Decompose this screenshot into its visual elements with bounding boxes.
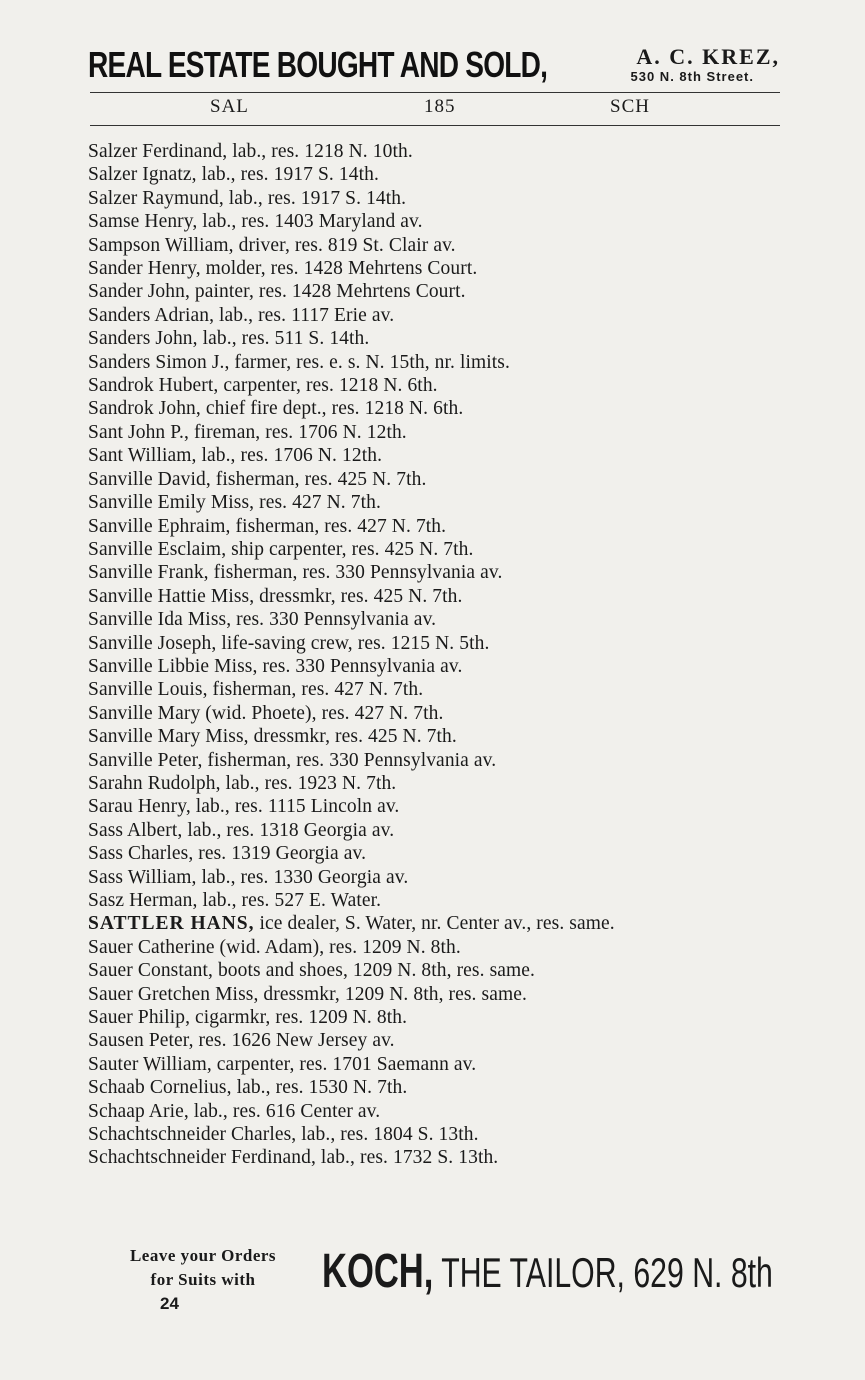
footer-ad-brand: KOCH, (322, 1245, 434, 1298)
header-rule-bottom (90, 125, 780, 126)
list-item: Sampson William, driver, res. 819 St. Clair av. (88, 234, 456, 256)
list-item: Sanville Louis, fisherman, res. 427 N. 7th. (88, 679, 424, 701)
list-item: Sanville Ephraim, fisherman, res. 427 N. 7th. (88, 515, 447, 537)
list-item: Salzer Raymund, lab., res. 1917 S. 14th. (88, 187, 407, 209)
footer-ad-tagline: THE TAILOR, 629 N. 8th (433, 1249, 773, 1296)
list-item: Sass Albert, lab., res. 1318 Georgia av. (88, 819, 395, 841)
list-item: Sarahn Rudolph, lab., res. 1923 N. 7th. (88, 772, 397, 794)
list-item: Sanville Emily Miss, res. 427 N. 7th. (88, 492, 381, 514)
list-item: Sass William, lab., res. 1330 Georgia av. (88, 866, 409, 888)
list-item: Sauer Constant, boots and shoes, 1209 N. 8th, res. same. (88, 960, 536, 982)
list-item: Sanders John, lab., res. 511 S. 14th. (88, 328, 370, 350)
list-item: Schaap Arie, lab., res. 616 Center av. (88, 1100, 381, 1122)
list-item: Salzer Ignatz, lab., res. 1917 S. 14th. (88, 164, 379, 186)
header-advertisement (88, 42, 780, 90)
list-item: Sandrok Hubert, carpenter, res. 1218 N. 6th. (88, 375, 438, 397)
list-item: Sanville David, fisherman, res. 425 N. 7th. (88, 468, 427, 490)
ad-advertiser-name: A. C. KREZ, (636, 44, 780, 69)
list-item: Sanders Adrian, lab., res. 1117 Erie av. (88, 304, 395, 326)
list-item: Salzer Ferdinand, lab., res. 1218 N. 10th. (88, 141, 413, 162)
header-rule-top (90, 92, 780, 93)
list-item: Sanville Hattie Miss, dressmkr, res. 425 N. 7th. (88, 585, 463, 607)
list-item: Schachtschneider Ferdinand, lab., res. 1732 S. 13th. (88, 1147, 499, 1169)
running-head (90, 96, 780, 122)
list-item: Sander Henry, molder, res. 1428 Mehrtens Court. (88, 258, 478, 280)
featured-list-item (88, 912, 804, 935)
list-item: Sant William, lab., res. 1706 N. 12th. (88, 445, 383, 467)
list-item: Samse Henry, lab., res. 1403 Maryland av. (88, 211, 423, 233)
footer-ad-line1: Leave your Orders (129, 1246, 277, 1265)
ad-headline: REAL ESTATE BOUGHT AND SOLD, (88, 44, 548, 85)
list-item: Sanville Frank, fisherman, res. 330 Pennsylvania av. (88, 562, 503, 584)
list-item: Sauer Catherine (wid. Adam), res. 1209 N. 8th. (88, 936, 461, 958)
list-item: Sanville Esclaim, ship carpenter, res. 425 N. 7th. (88, 538, 474, 560)
featured-entry-details: ice dealer, S. Water, nr. Center av., res. same. (254, 913, 615, 935)
footer-ad-prompt (88, 1244, 318, 1292)
running-head-right: SCH (610, 96, 650, 117)
footer-advertisement (88, 1244, 788, 1324)
list-item: Sanville Mary (wid. Phoete), res. 427 N. 7th. (88, 702, 444, 724)
featured-entry-name: SATTLER HANS, (88, 913, 255, 935)
list-item: Sasz Herman, lab., res. 527 E. Water. (88, 890, 382, 911)
ad-address: 530 N. 8th Street. (630, 69, 754, 84)
list-item: Schaab Cornelius, lab., res. 1530 N. 7th. (88, 1077, 408, 1099)
page-number: 24 (160, 1294, 179, 1313)
list-item: Sant John P., fireman, res. 1706 N. 12th. (88, 421, 407, 443)
list-item: Sander John, painter, res. 1428 Mehrtens Court. (88, 281, 466, 303)
footer-ad-line2: for Suits with (150, 1270, 256, 1289)
list-item: Sausen Peter, res. 1626 New Jersey av. (88, 1030, 395, 1052)
running-head-page: 185 (424, 96, 456, 117)
list-item: Sauer Gretchen Miss, dressmkr, 1209 N. 8th, res. same. (88, 983, 527, 1005)
directory-entries (88, 140, 788, 1170)
list-item: Sanville Ida Miss, res. 330 Pennsylvania av. (88, 609, 437, 631)
running-head-left: SAL (210, 96, 249, 117)
list-item: Sauer Philip, cigarmkr, res. 1209 N. 8th. (88, 1007, 408, 1029)
list-item: Sanville Mary Miss, dressmkr, res. 425 N. 7th. (88, 726, 457, 748)
list-item: Sarau Henry, lab., res. 1115 Lincoln av. (88, 796, 400, 818)
list-item: Sanders Simon J., farmer, res. e. s. N. 15th, nr. limits. (88, 351, 510, 373)
list-item: Schachtschneider Charles, lab., res. 1804 S. 13th. (88, 1124, 479, 1146)
footer-ad-slogan (322, 1244, 773, 1299)
list-item: Sauter William, carpenter, res. 1701 Saemann av. (88, 1053, 477, 1075)
list-item: Sanville Joseph, life-saving crew, res. 1215 N. 5th. (88, 632, 490, 654)
list-item: Sass Charles, res. 1319 Georgia av. (88, 843, 367, 865)
list-item: Sanville Peter, fisherman, res. 330 Pennsylvania av. (88, 749, 497, 771)
list-item: Sandrok John, chief fire dept., res. 1218 N. 6th. (88, 398, 464, 420)
list-item: Sanville Libbie Miss, res. 330 Pennsylvania av. (88, 655, 463, 677)
